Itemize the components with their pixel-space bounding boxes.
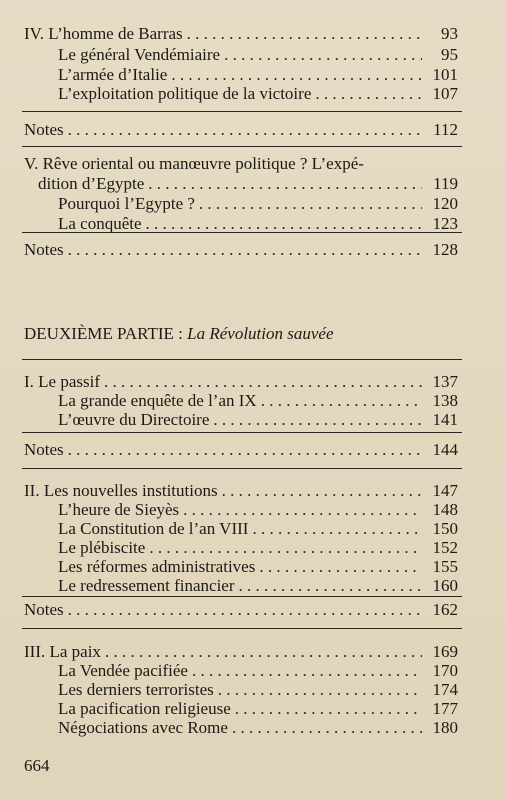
dot-leader (104, 372, 422, 392)
dot-leader (187, 24, 422, 44)
part-subtitle: La Révolution sauvée (187, 324, 334, 343)
notes-entry (24, 600, 458, 620)
toc-subentry-title: Pourquoi l’Egypte ? (58, 194, 195, 213)
dot-leader (68, 120, 422, 140)
toc-subentry (58, 500, 458, 520)
toc-entry-page: 93 (441, 24, 458, 43)
toc-entry-page: 137 (432, 372, 458, 391)
toc-entry-title: III. La paix (24, 642, 101, 661)
toc-subentry-title: Le général Vendémiaire (58, 45, 221, 64)
toc-subentry-title: La grande enquête de l’an IX (58, 391, 257, 410)
notes-entry (24, 440, 458, 460)
toc-entry-page: 119 (433, 174, 458, 193)
notes-title: Notes (24, 240, 64, 259)
toc-subentry-page: 138 (432, 391, 458, 410)
toc-subentry-page: 107 (432, 84, 458, 103)
dot-leader (105, 642, 422, 662)
toc-subentry (58, 680, 458, 700)
toc-subentry-title: L’armée d’Italie (58, 65, 168, 84)
part-heading (24, 324, 506, 344)
toc-subentry-page: 148 (432, 500, 458, 519)
toc-entry (24, 372, 458, 392)
toc-entry-page: 169 (432, 642, 458, 661)
toc-entry-title: II. Les nouvelles institutions (24, 481, 218, 500)
toc-subentry-page: 141 (432, 410, 458, 429)
toc-subentry-page: 101 (432, 65, 458, 84)
toc-subentry-page: 170 (432, 661, 458, 680)
toc-subentry-title: Le plébiscite (58, 538, 146, 557)
toc-subentry-page: 155 (432, 557, 458, 576)
toc-entry (38, 174, 458, 194)
dot-leader (68, 600, 422, 620)
notes-entry (24, 240, 458, 260)
notes-entry (24, 120, 458, 140)
toc-subentry (58, 410, 458, 430)
toc-subentry-title: La conquête (58, 214, 142, 233)
dot-leader (149, 538, 422, 558)
notes-title: Notes (24, 440, 64, 459)
dot-leader (68, 240, 422, 260)
dot-leader (199, 194, 422, 214)
toc-subentry (58, 519, 458, 539)
toc-entry (24, 642, 458, 662)
dot-leader (239, 576, 422, 596)
toc-subentry (58, 84, 458, 104)
toc-subentry-title: La Constitution de l’an VIII (58, 519, 249, 538)
section-divider (22, 146, 462, 147)
toc-subentry-title: La Vendée pacifiée (58, 661, 188, 680)
section-divider (22, 111, 462, 112)
notes-page: 128 (432, 240, 458, 259)
notes-page: 144 (432, 440, 458, 459)
toc-subentry-page: 95 (441, 45, 458, 64)
toc-entry (24, 481, 458, 501)
notes-page: 112 (433, 120, 458, 139)
notes-title: Notes (24, 120, 64, 139)
toc-subentry (58, 661, 458, 681)
toc-entry-title: I. Le passif (24, 372, 101, 391)
dot-leader (222, 481, 422, 501)
section-divider (22, 596, 462, 597)
dot-leader (224, 45, 422, 65)
toc-subentry-title: L’œuvre du Directoire (58, 410, 210, 429)
dot-leader (148, 174, 422, 194)
toc-subentry-title: Les réformes administratives (58, 557, 256, 576)
dot-leader (235, 699, 422, 719)
toc-subentry-title: L’exploitation politique de la victoire (58, 84, 312, 103)
dot-leader (192, 661, 422, 681)
dot-leader (315, 84, 422, 104)
toc-entry-title: dition d’Egypte (38, 174, 145, 193)
toc-entry-title: IV. L’homme de Barras (24, 24, 183, 43)
dot-leader (146, 214, 422, 234)
section-divider (22, 232, 462, 233)
dot-leader (183, 500, 422, 520)
toc-subentry (58, 45, 458, 65)
toc-subentry-page: 174 (432, 680, 458, 699)
toc-subentry (58, 576, 458, 596)
toc-subentry (58, 214, 458, 234)
toc-entry-title-line1: V. Rêve oriental ou manœuvre politique ? L’expé- (24, 154, 364, 173)
part-label: DEUXIÈME PARTIE : (24, 324, 183, 343)
section-divider (22, 432, 462, 433)
page-number: 664 (24, 756, 50, 775)
dot-leader (171, 65, 422, 85)
toc-entry (24, 24, 458, 44)
section-divider (22, 468, 462, 469)
dot-leader (232, 718, 422, 738)
toc-subentry-title: L’heure de Sieyès (58, 500, 180, 519)
toc-subentry-title: Négociations avec Rome (58, 718, 228, 737)
toc-subentry (58, 391, 458, 411)
toc-subentry (58, 699, 458, 719)
section-divider (22, 628, 462, 629)
toc-subentry-title: La pacification religieuse (58, 699, 231, 718)
toc-subentry (58, 718, 458, 738)
toc-subentry-page: 152 (432, 538, 458, 557)
dot-leader (261, 391, 422, 411)
toc-subentry-page: 120 (432, 194, 458, 213)
notes-title: Notes (24, 600, 64, 619)
dot-leader (259, 557, 422, 577)
toc-subentry-title: Les derniers terroristes (58, 680, 214, 699)
toc-entry-page: 147 (432, 481, 458, 500)
toc-subentry (58, 557, 458, 577)
dot-leader (213, 410, 422, 430)
notes-page: 162 (432, 600, 458, 619)
toc-subentry-page: 123 (432, 214, 458, 233)
section-divider (22, 359, 462, 360)
toc-subentry-page: 160 (432, 576, 458, 595)
toc-subentry (58, 194, 458, 214)
toc-subentry-page: 150 (432, 519, 458, 538)
toc-subentry (58, 65, 458, 85)
toc-subentry-page: 180 (432, 718, 458, 737)
dot-leader (68, 440, 422, 460)
toc-subentry (58, 538, 458, 558)
toc-subentry-page: 177 (432, 699, 458, 718)
toc-subentry-title: Le redressement financier (58, 576, 235, 595)
dot-leader (252, 519, 422, 539)
dot-leader (218, 680, 422, 700)
